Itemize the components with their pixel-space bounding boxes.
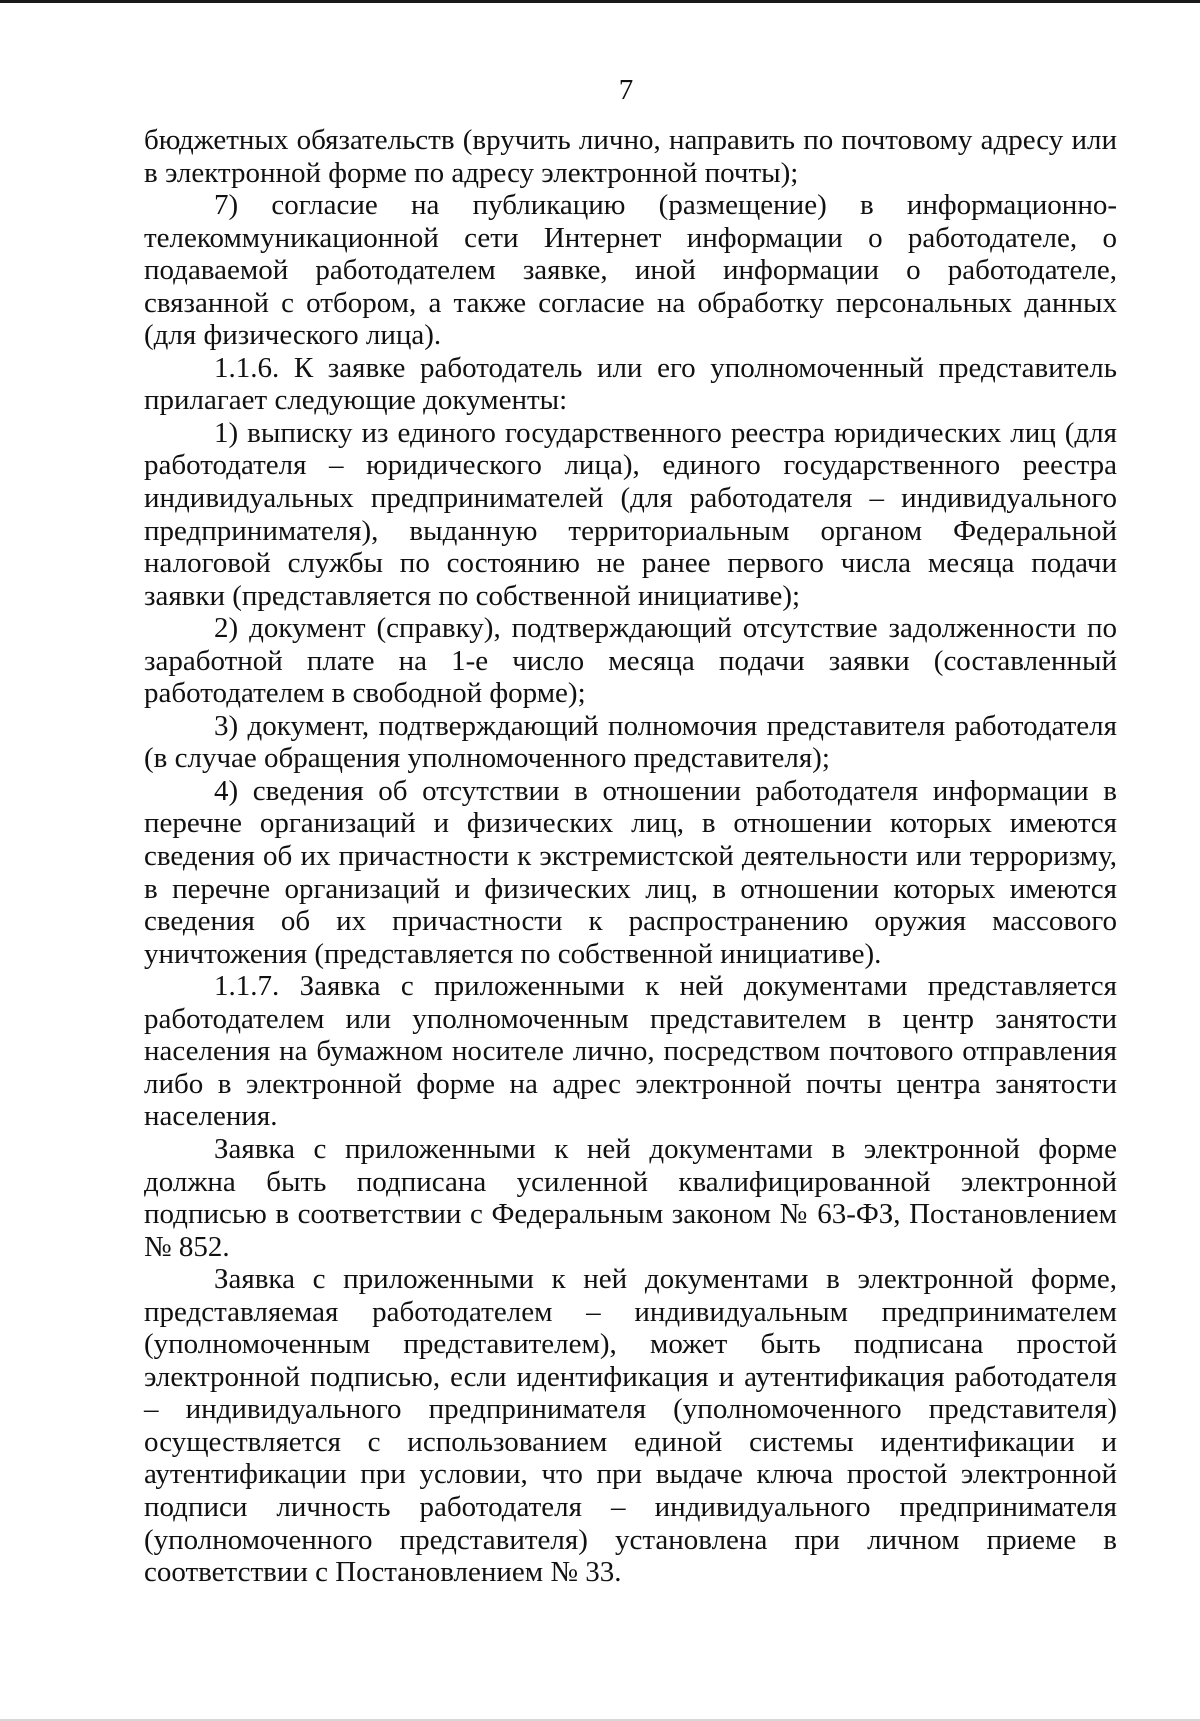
paragraph-qualified-signature: Заявка с приложенными к ней документами в электронной форме должна быть подписана усиленной квалифицированной электронной подписью в соответствии с Федеральным законом № 63-ФЗ, Постановлением № 852. — [144, 1132, 1117, 1263]
top-border — [0, 0, 1200, 3]
paragraph-budget-obligations: бюджетных обязательств (вручить лично, направить по почтовому адресу или в электронной форме по адресу электронной почты); — [144, 124, 1117, 189]
document-body — [144, 124, 1117, 1589]
paragraph-item-3-authority: 3) документ, подтверждающий полномочия представителя работодателя (в случае обращения уполномоченного представителя); — [144, 709, 1117, 775]
paragraph-simple-signature: Заявка с приложенными к ней документами в электронной форме, представляемая работодателем – индивидуальным предпринимателем (уполномоченным представителем), может быть подписана простой электронной подписью, если идентификация и аутентификация работодателя – индивидуального предпринимателя (уполномоченного представителя) осуществляется с использованием единой системы идентификации и аутентификации при условии, что при выдаче ключа простой электронной подписи личность работодателя – индивидуального предпринимателя (уполномоченного представителя) установлена при личном приеме в соответствии с Постановлением № 33. — [144, 1263, 1117, 1589]
page-number: 7 — [618, 74, 634, 106]
paragraph-item-1-extract: 1) выписку из единого государственного реестра юридических лиц (для работодателя – юридического лица), единого государственного реестра индивидуальных предпринимателей (для работодателя – индивидуального предпринимателя), выданную территориальным органом Федеральной налоговой службы по состоянию не ранее первого числа месяца подачи заявки (представляется по собственной инициативе); — [144, 416, 1117, 612]
paragraph-1-1-6: 1.1.6. К заявке работодатель или его уполномоченный представитель прилагает следующие документы: — [144, 351, 1117, 417]
paragraph-item-7-consent: 7) согласие на публикацию (размещение) в информационно-телекоммуникационной сети Интернет информации о работодателе, о подаваемой работодателем заявке, иной информации о работодателе, связанной с отбором, а также согласие на обработку персональных данных (для физического лица). — [144, 189, 1117, 352]
paragraph-item-4-information: 4) сведения об отсутствии в отношении работодателя информации в перечне организаций и физических лиц, в отношении которых имеются сведения об их причастности к экстремистской деятельности или терроризму, в перечне организаций и физических лиц, в отношении которых имеются сведения об их причастности к распространению оружия массового уничтожения (представляется по собственной инициативе). — [144, 774, 1117, 970]
paragraph-1-1-7: 1.1.7. Заявка с приложенными к ней документами представляется работодателем или уполномоченным представителем в центр занятости населения на бумажном носителе лично, посредством почтового отправления либо в электронной форме на адрес электронной почты центра занятости населения. — [144, 970, 1117, 1133]
paragraph-item-2-certificate: 2) документ (справку), подтверждающий отсутствие задолженности по заработной плате на 1-е число месяца подачи заявки (составленный работодателем в свободной форме); — [144, 612, 1117, 710]
